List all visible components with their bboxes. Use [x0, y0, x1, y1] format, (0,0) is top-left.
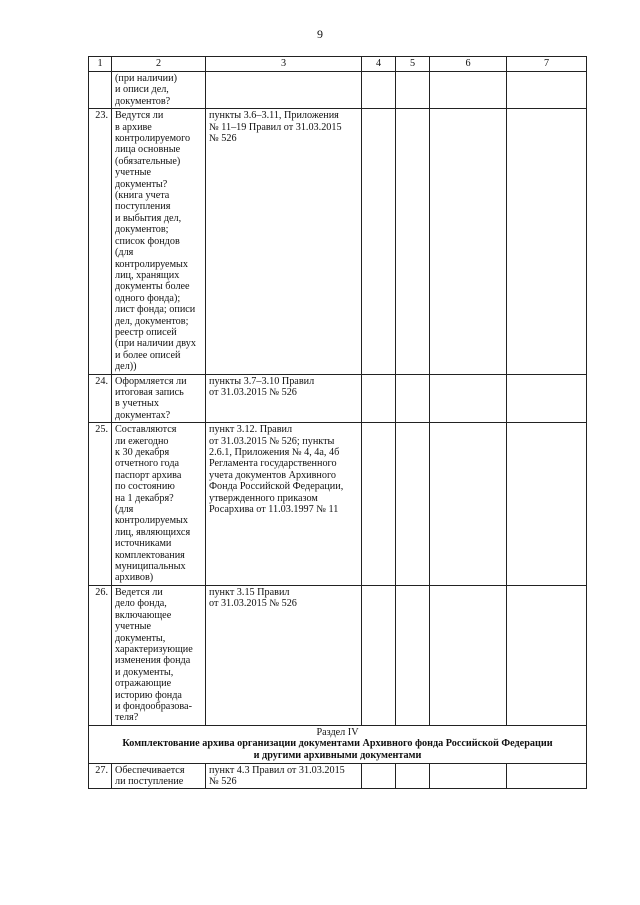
question-line: отражающие	[115, 678, 172, 690]
section-header-row	[89, 725, 587, 763]
column-header: 3	[206, 57, 362, 72]
reference-line: № 526	[209, 775, 237, 787]
reference-cell	[206, 423, 362, 586]
question-line: учетные	[115, 621, 152, 633]
col6-cell	[430, 72, 507, 109]
col7-cell	[507, 109, 587, 374]
question-line: и документы,	[115, 666, 174, 678]
question-line: (обязательные)	[115, 155, 181, 167]
section-label: Раздел IV	[316, 726, 359, 738]
question-line: Составляются	[115, 424, 177, 436]
question-line: лист фонда; описи	[115, 304, 196, 316]
col4-cell	[362, 374, 396, 423]
question-line: источниками	[115, 538, 172, 550]
question-line: документы,	[115, 632, 166, 644]
question-cell	[112, 374, 206, 423]
question-cell	[112, 763, 206, 789]
reference-line: Фонда Российской Федерации,	[209, 481, 344, 493]
question-line: (для	[115, 247, 134, 259]
col5-cell	[396, 72, 430, 109]
question-line: Ведутся ли	[115, 110, 164, 122]
reference-line: пункт 3.12. Правил	[209, 424, 293, 436]
question-line: муниципальных	[115, 561, 186, 573]
col7-cell	[507, 72, 587, 109]
row-number: 25.	[89, 423, 112, 586]
row-number	[89, 72, 112, 109]
question-line: контролируемых	[115, 515, 188, 527]
col5-cell	[396, 423, 430, 586]
question-line: документах?	[115, 409, 171, 421]
reference-line: пункты 3.6–3.11, Приложения	[209, 110, 339, 122]
col4-cell	[362, 72, 396, 109]
question-line: контролируемых	[115, 258, 188, 270]
column-header: 1	[89, 57, 112, 72]
section-title: Комплектование архива организации документами Архивного фонда Российской Федерации	[122, 738, 553, 750]
question-line: и выбытия дел,	[115, 212, 182, 224]
col6-cell	[430, 423, 507, 586]
column-header: 6	[430, 57, 507, 72]
question-line: включающее	[115, 609, 172, 621]
column-header: 4	[362, 57, 396, 72]
reference-cell	[206, 109, 362, 374]
table-row	[89, 109, 587, 374]
question-line: реестр описей	[115, 326, 177, 338]
col7-cell	[507, 374, 587, 423]
question-line: (книга учета	[115, 190, 170, 202]
reference-line: от 31.03.2015 № 526; пункты	[209, 435, 335, 447]
question-line: по состоянию	[115, 481, 175, 493]
col5-cell	[396, 374, 430, 423]
question-line: документов;	[115, 224, 169, 236]
question-line: историю фонда	[115, 689, 182, 701]
section-header-cell	[89, 725, 587, 763]
col6-cell	[430, 374, 507, 423]
question-line: лиц, являющихся	[115, 526, 191, 538]
question-line: (для	[115, 504, 134, 516]
question-line: дело фонда,	[115, 598, 167, 610]
question-line: и фондообразова-	[115, 700, 192, 712]
reference-line: пункт 3.15 Правил	[209, 586, 290, 598]
question-line: одного фонда);	[115, 292, 181, 304]
question-line: в архиве	[115, 121, 152, 133]
question-line: Обеспечивается	[115, 764, 185, 776]
reference-cell	[206, 72, 362, 109]
col4-cell	[362, 763, 396, 789]
reference-line: утвержденного приказом	[209, 492, 318, 504]
question-cell	[112, 423, 206, 586]
row-number: 24.	[89, 374, 112, 423]
reference-cell	[206, 585, 362, 725]
table-row	[89, 374, 587, 423]
reference-cell	[206, 374, 362, 423]
reference-line: Регламента государственного	[209, 458, 337, 470]
reference-line: от 31.03.2015 № 526	[209, 598, 297, 610]
question-line: список фондов	[115, 235, 180, 247]
column-header: 7	[507, 57, 587, 72]
col7-cell	[507, 585, 587, 725]
header-row	[89, 57, 587, 72]
question-line: Ведется ли	[115, 586, 163, 598]
question-line: ли поступление	[115, 775, 184, 787]
question-line: дел))	[115, 361, 137, 373]
reference-line: пункты 3.7–3.10 Правил	[209, 375, 315, 387]
question-line: изменения фонда	[115, 655, 191, 667]
table-row	[89, 423, 587, 586]
col4-cell	[362, 423, 396, 586]
question-line: (при наличии)	[115, 73, 177, 84]
question-line: паспорт архива	[115, 469, 182, 481]
question-line: комплектования	[115, 549, 185, 561]
question-line: документы?	[115, 178, 168, 190]
row-number: 26.	[89, 585, 112, 725]
section-title: и другими архивными документами	[253, 749, 422, 761]
question-line: дел, документов;	[115, 315, 189, 327]
reference-line: Росархива от 11.03.1997 № 11	[209, 504, 339, 516]
question-line: учетные	[115, 167, 152, 179]
question-line: архивов)	[115, 572, 154, 584]
question-line: отчетного года	[115, 458, 180, 470]
col4-cell	[362, 109, 396, 374]
reference-line: № 11–19 Правил от 31.03.2015	[209, 121, 342, 133]
question-line: к 30 декабря	[115, 447, 170, 458]
question-line: документы более	[115, 281, 190, 293]
reference-cell	[206, 763, 362, 789]
question-line: Оформляется ли	[115, 375, 187, 387]
row-number: 27.	[89, 763, 112, 789]
question-cell	[112, 72, 206, 109]
col7-cell	[507, 423, 587, 586]
col6-cell	[430, 763, 507, 789]
question-cell	[112, 109, 206, 374]
reference-line: 2.6.1, Приложения № 4, 4а, 4б	[209, 447, 340, 458]
question-line: документов?	[115, 95, 171, 107]
question-line: на 1 декабря?	[115, 492, 174, 504]
col6-cell	[430, 585, 507, 725]
question-line: характеризующие	[115, 643, 193, 655]
reference-line: пункт 4.3 Правил от 31.03.2015	[209, 764, 345, 776]
col5-cell	[396, 109, 430, 374]
col7-cell	[507, 763, 587, 789]
col4-cell	[362, 585, 396, 725]
page-number: 9	[317, 27, 323, 41]
question-line: итоговая запись	[115, 386, 184, 398]
question-line: (при наличии двух	[115, 338, 196, 350]
question-line: ли ежегодно	[115, 435, 169, 447]
question-line: контролируемого	[115, 133, 191, 145]
reference-line: № 526	[209, 133, 237, 145]
question-line: лица основные	[115, 144, 181, 156]
column-header: 5	[396, 57, 430, 72]
question-line: теля?	[115, 712, 139, 724]
question-line: и описи дел,	[115, 84, 169, 96]
question-line: в учетных	[115, 398, 159, 410]
table-row	[89, 585, 587, 725]
question-line: и более описей	[115, 349, 181, 361]
table-row	[89, 72, 587, 109]
table-row	[89, 763, 587, 789]
col5-cell	[396, 585, 430, 725]
checklist-table	[88, 56, 587, 789]
question-cell	[112, 585, 206, 725]
question-line: поступления	[115, 201, 171, 213]
reference-line: учета документов Архивного	[209, 469, 336, 481]
row-number: 23.	[89, 109, 112, 374]
question-line: лиц, хранящих	[115, 269, 180, 281]
col5-cell	[396, 763, 430, 789]
col6-cell	[430, 109, 507, 374]
reference-line: от 31.03.2015 № 526	[209, 386, 297, 398]
column-header: 2	[112, 57, 206, 72]
